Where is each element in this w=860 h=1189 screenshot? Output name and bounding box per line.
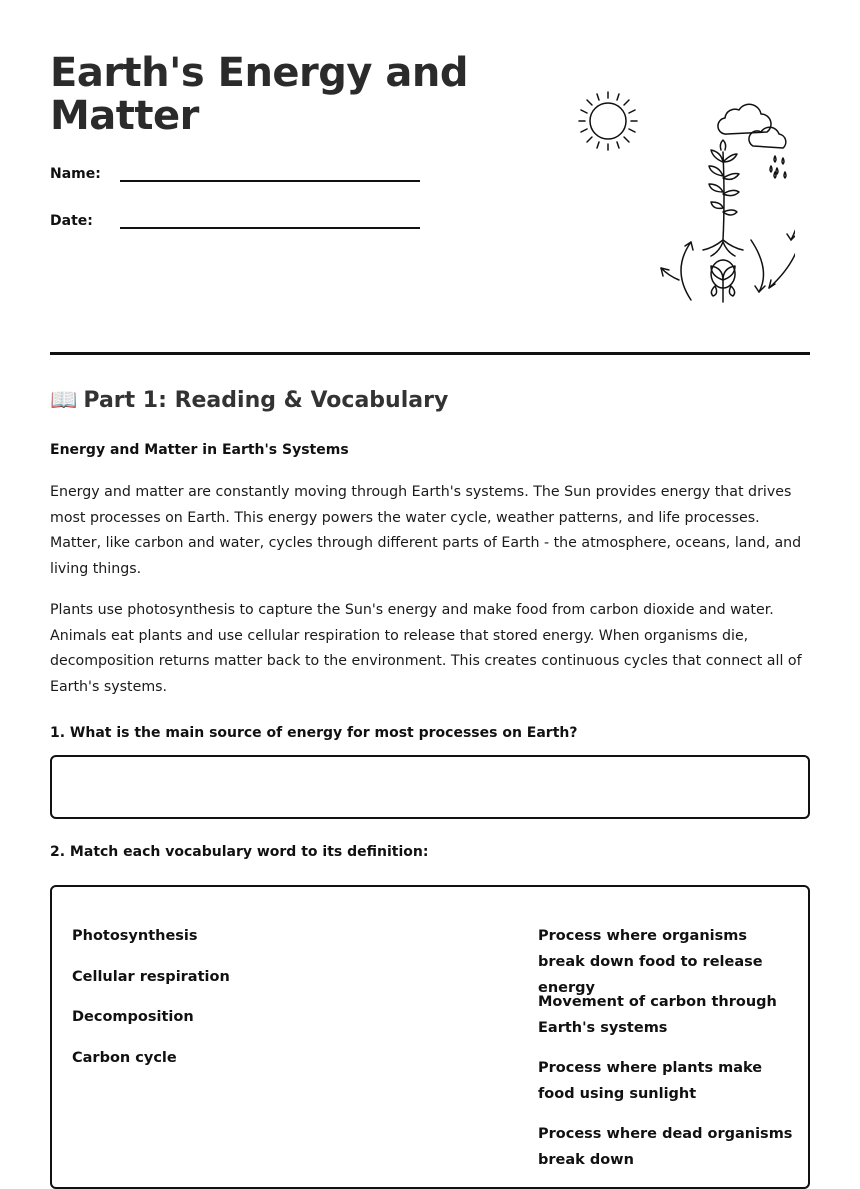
vocab-definition[interactable]: Process where organisms break down food to release energy	[538, 928, 763, 996]
energy-cycle-illustration	[565, 80, 795, 310]
part1-title: Part 1: Reading & Vocabulary	[83, 388, 449, 413]
sun-icon	[579, 92, 637, 150]
cycle-arrows-icon	[661, 198, 795, 300]
date-line[interactable]	[120, 227, 420, 229]
name-field[interactable]	[50, 166, 420, 192]
page-title	[50, 52, 468, 138]
name-line[interactable]	[120, 180, 420, 182]
plant-icon	[703, 140, 743, 256]
vocab-term[interactable]: Photosynthesis	[72, 928, 198, 944]
vocab-definition[interactable]: Process where plants make food using sunlight	[538, 1060, 763, 1102]
title-line-1: Earth's Energy and	[50, 50, 469, 96]
vocab-definition[interactable]: Movement of carbon through Earth's systems	[538, 994, 777, 1036]
rain-cloud-icon	[718, 104, 786, 178]
date-label: Date:	[50, 213, 93, 229]
vocabulary-match-box	[50, 885, 810, 1189]
question-2: 2. Match each vocabulary word to its definition:	[50, 844, 429, 860]
title-line-2: Matter	[50, 93, 199, 139]
reading-paragraph-2: Plants use photosynthesis to capture the Sun's energy and make food from carbon dioxide and water. Animals eat plants and use cellular respiration to release that stored energy. When organisms die, decomposition returns matter back to the environment. This creates continuous cycles that connect all of Earth's systems.	[50, 602, 802, 696]
open-book-icon: 📖	[50, 388, 78, 413]
vocab-term[interactable]: Cellular respiration	[72, 969, 230, 985]
reading-paragraph-1: Energy and matter are constantly moving through Earth's systems. The Sun provides energy that drives most processes on Earth. This energy powers the water cycle, weather patterns, and life processes. Matter, like carbon and water, cycles through different parts of Earth - the atmosphere, oceans, land, and living things.	[50, 484, 802, 578]
vocab-term[interactable]: Carbon cycle	[72, 1050, 177, 1066]
date-field[interactable]	[50, 213, 420, 239]
vocab-term[interactable]: Decomposition	[72, 1009, 194, 1025]
worksheet-header	[50, 0, 810, 355]
name-label: Name:	[50, 166, 101, 182]
part1-heading	[50, 388, 448, 413]
vocab-definition[interactable]: Process where dead organisms break down	[538, 1126, 793, 1168]
question-1: 1. What is the main source of energy for most processes on Earth?	[50, 725, 578, 741]
seedling-icon	[711, 260, 735, 302]
worksheet-page	[50, 0, 810, 1168]
reading-subheading: Energy and Matter in Earth's Systems	[50, 442, 349, 458]
question-1-answer-box[interactable]	[50, 755, 810, 819]
